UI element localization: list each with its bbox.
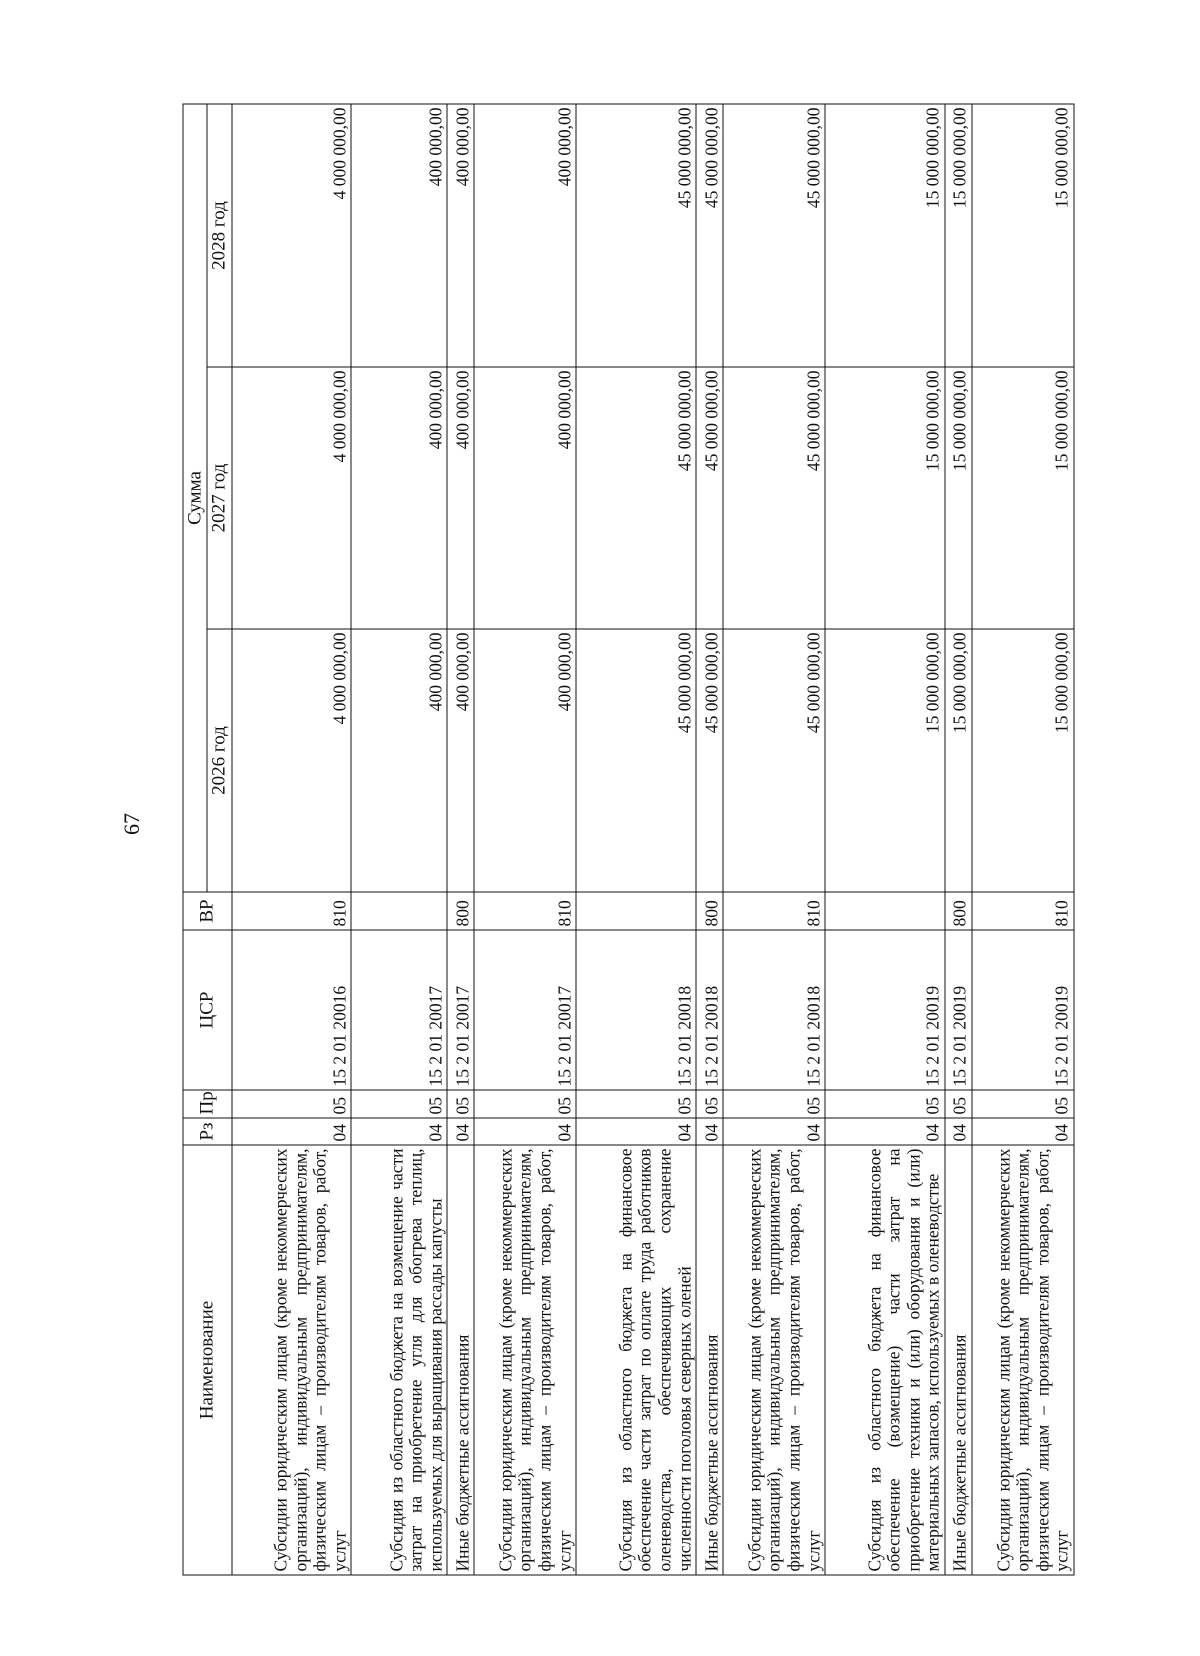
row-rz-cell: 04 xyxy=(576,1118,696,1145)
row-amount-2026: 400 000,00 xyxy=(474,629,576,892)
row-amount-2028: 400 000,00 xyxy=(447,103,474,366)
row-pr-cell: 05 xyxy=(351,1090,447,1118)
table-body xyxy=(231,103,1073,1574)
table-row xyxy=(351,103,447,1574)
row-pr-cell: 05 xyxy=(474,1090,576,1118)
header-pr: Пр xyxy=(183,1090,232,1118)
table-row xyxy=(825,103,945,1574)
row-name-cell: Субсидии юридическим лицам (кроме некоммерческих организаций), индивидуальным предпринимателям, физическим лицам – производителям товаров, работ, услуг xyxy=(474,1145,576,1575)
row-pr-cell: 05 xyxy=(447,1090,474,1118)
row-amount-2026: 15 000 000,00 xyxy=(825,629,945,892)
row-amount-2027: 400 000,00 xyxy=(474,367,576,629)
row-csr-cell: 15 2 01 20018 xyxy=(723,930,825,1090)
row-csr-cell: 15 2 01 20019 xyxy=(972,930,1074,1090)
row-amount-2027: 45 000 000,00 xyxy=(696,367,723,629)
row-amount-2028: 45 000 000,00 xyxy=(576,103,696,366)
page-number: 67 xyxy=(119,813,144,835)
row-rz-cell: 04 xyxy=(972,1118,1074,1145)
row-rz-cell: 04 xyxy=(351,1118,447,1145)
table-row xyxy=(576,103,696,1574)
row-amount-2026: 45 000 000,00 xyxy=(696,629,723,892)
row-pr-cell: 05 xyxy=(972,1090,1074,1118)
row-rz-cell: 04 xyxy=(723,1118,825,1145)
row-csr-cell: 15 2 01 20019 xyxy=(825,930,945,1090)
row-amount-2026: 400 000,00 xyxy=(351,629,447,892)
row-name-cell: Субсидии юридическим лицам (кроме некоммерческих организаций), индивидуальным предпринимателям, физическим лицам – производителям товаров, работ, услуг xyxy=(231,1145,351,1575)
row-rz-cell: 04 xyxy=(447,1118,474,1145)
header-vr: ВР xyxy=(183,892,232,930)
row-vr-cell: 800 xyxy=(447,892,474,930)
row-name-cell: Субсидии юридическим лицам (кроме некоммерческих организаций), индивидуальным предпринимателям, физическим лицам – производителям товаров, работ, услуг xyxy=(972,1145,1074,1575)
row-vr-cell: 810 xyxy=(474,892,576,930)
row-amount-2028: 45 000 000,00 xyxy=(723,103,825,366)
row-amount-2027: 15 000 000,00 xyxy=(972,367,1074,629)
row-amount-2026: 4 000 000,00 xyxy=(231,629,351,892)
header-sum: Сумма xyxy=(183,103,207,891)
row-vr-cell: 800 xyxy=(944,892,971,930)
row-vr-cell xyxy=(351,892,447,930)
row-csr-cell: 15 2 01 20018 xyxy=(576,930,696,1090)
row-amount-2027: 15 000 000,00 xyxy=(944,367,971,629)
table-row xyxy=(723,103,825,1574)
budget-table xyxy=(182,103,1074,1575)
row-name-cell: Субсидия из областного бюджета на финансовое обеспечение части затрат по оплате труда работников оленеводства, обеспечивающих сохранение численности поголовья северных оленей xyxy=(576,1145,696,1575)
row-amount-2026: 15 000 000,00 xyxy=(972,629,1074,892)
row-rz-cell: 04 xyxy=(944,1118,971,1145)
row-pr-cell: 05 xyxy=(576,1090,696,1118)
row-rz-cell: 04 xyxy=(825,1118,945,1145)
table-row xyxy=(474,103,576,1574)
row-name-cell: Иные бюджетные ассигнования xyxy=(447,1145,474,1575)
row-amount-2027: 400 000,00 xyxy=(447,367,474,629)
row-name-cell: Иные бюджетные ассигнования xyxy=(944,1145,971,1575)
row-pr-cell: 05 xyxy=(696,1090,723,1118)
table-row xyxy=(696,103,723,1574)
header-year-2028: 2028 год xyxy=(207,103,231,366)
header-name: Наименование xyxy=(183,1145,232,1575)
row-amount-2026: 15 000 000,00 xyxy=(944,629,971,892)
row-amount-2027: 400 000,00 xyxy=(351,367,447,629)
row-amount-2028: 15 000 000,00 xyxy=(944,103,971,366)
row-amount-2028: 4 000 000,00 xyxy=(231,103,351,366)
row-pr-cell: 05 xyxy=(944,1090,971,1118)
row-name-cell: Субсидия из областного бюджета на финансовое обеспечение (возмещение) части затрат на приобретение техники и (или) оборудования и (или) материальных запасов, используемых в оленеводстве xyxy=(825,1145,945,1575)
row-amount-2027: 45 000 000,00 xyxy=(723,367,825,629)
row-amount-2027: 15 000 000,00 xyxy=(825,367,945,629)
row-vr-cell: 810 xyxy=(231,892,351,930)
row-csr-cell: 15 2 01 20019 xyxy=(944,930,971,1090)
row-csr-cell: 15 2 01 20017 xyxy=(474,930,576,1090)
row-csr-cell: 15 2 01 20017 xyxy=(351,930,447,1090)
row-rz-cell: 04 xyxy=(696,1118,723,1145)
header-year-2027: 2027 год xyxy=(207,367,231,629)
row-rz-cell: 04 xyxy=(231,1118,351,1145)
row-amount-2027: 4 000 000,00 xyxy=(231,367,351,629)
row-amount-2027: 45 000 000,00 xyxy=(576,367,696,629)
row-csr-cell: 15 2 01 20017 xyxy=(447,930,474,1090)
row-pr-cell: 05 xyxy=(231,1090,351,1118)
row-vr-cell: 810 xyxy=(972,892,1074,930)
row-amount-2026: 45 000 000,00 xyxy=(576,629,696,892)
row-name-cell: Иные бюджетные ассигнования xyxy=(696,1145,723,1575)
header-rz: Рз xyxy=(183,1118,232,1145)
row-csr-cell: 15 2 01 20018 xyxy=(696,930,723,1090)
row-amount-2028: 45 000 000,00 xyxy=(696,103,723,366)
row-amount-2026: 400 000,00 xyxy=(447,629,474,892)
table-row xyxy=(231,103,351,1574)
table-header xyxy=(183,103,232,1574)
row-pr-cell: 05 xyxy=(825,1090,945,1118)
row-vr-cell: 810 xyxy=(723,892,825,930)
row-amount-2028: 15 000 000,00 xyxy=(825,103,945,366)
table-row xyxy=(944,103,971,1574)
header-csr: ЦСР xyxy=(183,930,232,1090)
row-vr-cell: 800 xyxy=(696,892,723,930)
row-amount-2026: 45 000 000,00 xyxy=(723,629,825,892)
header-year-2026: 2026 год xyxy=(207,629,231,892)
table-row xyxy=(972,103,1074,1574)
row-vr-cell xyxy=(576,892,696,930)
row-name-cell: Субсидия из областного бюджета на возмещение части затрат на приобретение угля для обогрева теплиц, используемых для выращивания рассады капусты xyxy=(351,1145,447,1575)
row-csr-cell: 15 2 01 20016 xyxy=(231,930,351,1090)
row-amount-2028: 15 000 000,00 xyxy=(972,103,1074,366)
row-pr-cell: 05 xyxy=(723,1090,825,1118)
row-rz-cell: 04 xyxy=(474,1118,576,1145)
row-name-cell: Субсидии юридическим лицам (кроме некоммерческих организаций), индивидуальным предпринимателям, физическим лицам – производителям товаров, работ, услуг xyxy=(723,1145,825,1575)
rotated-table-wrapper xyxy=(182,104,1074,1575)
table-row xyxy=(447,103,474,1574)
row-amount-2028: 400 000,00 xyxy=(351,103,447,366)
row-amount-2028: 400 000,00 xyxy=(474,103,576,366)
row-vr-cell xyxy=(825,892,945,930)
